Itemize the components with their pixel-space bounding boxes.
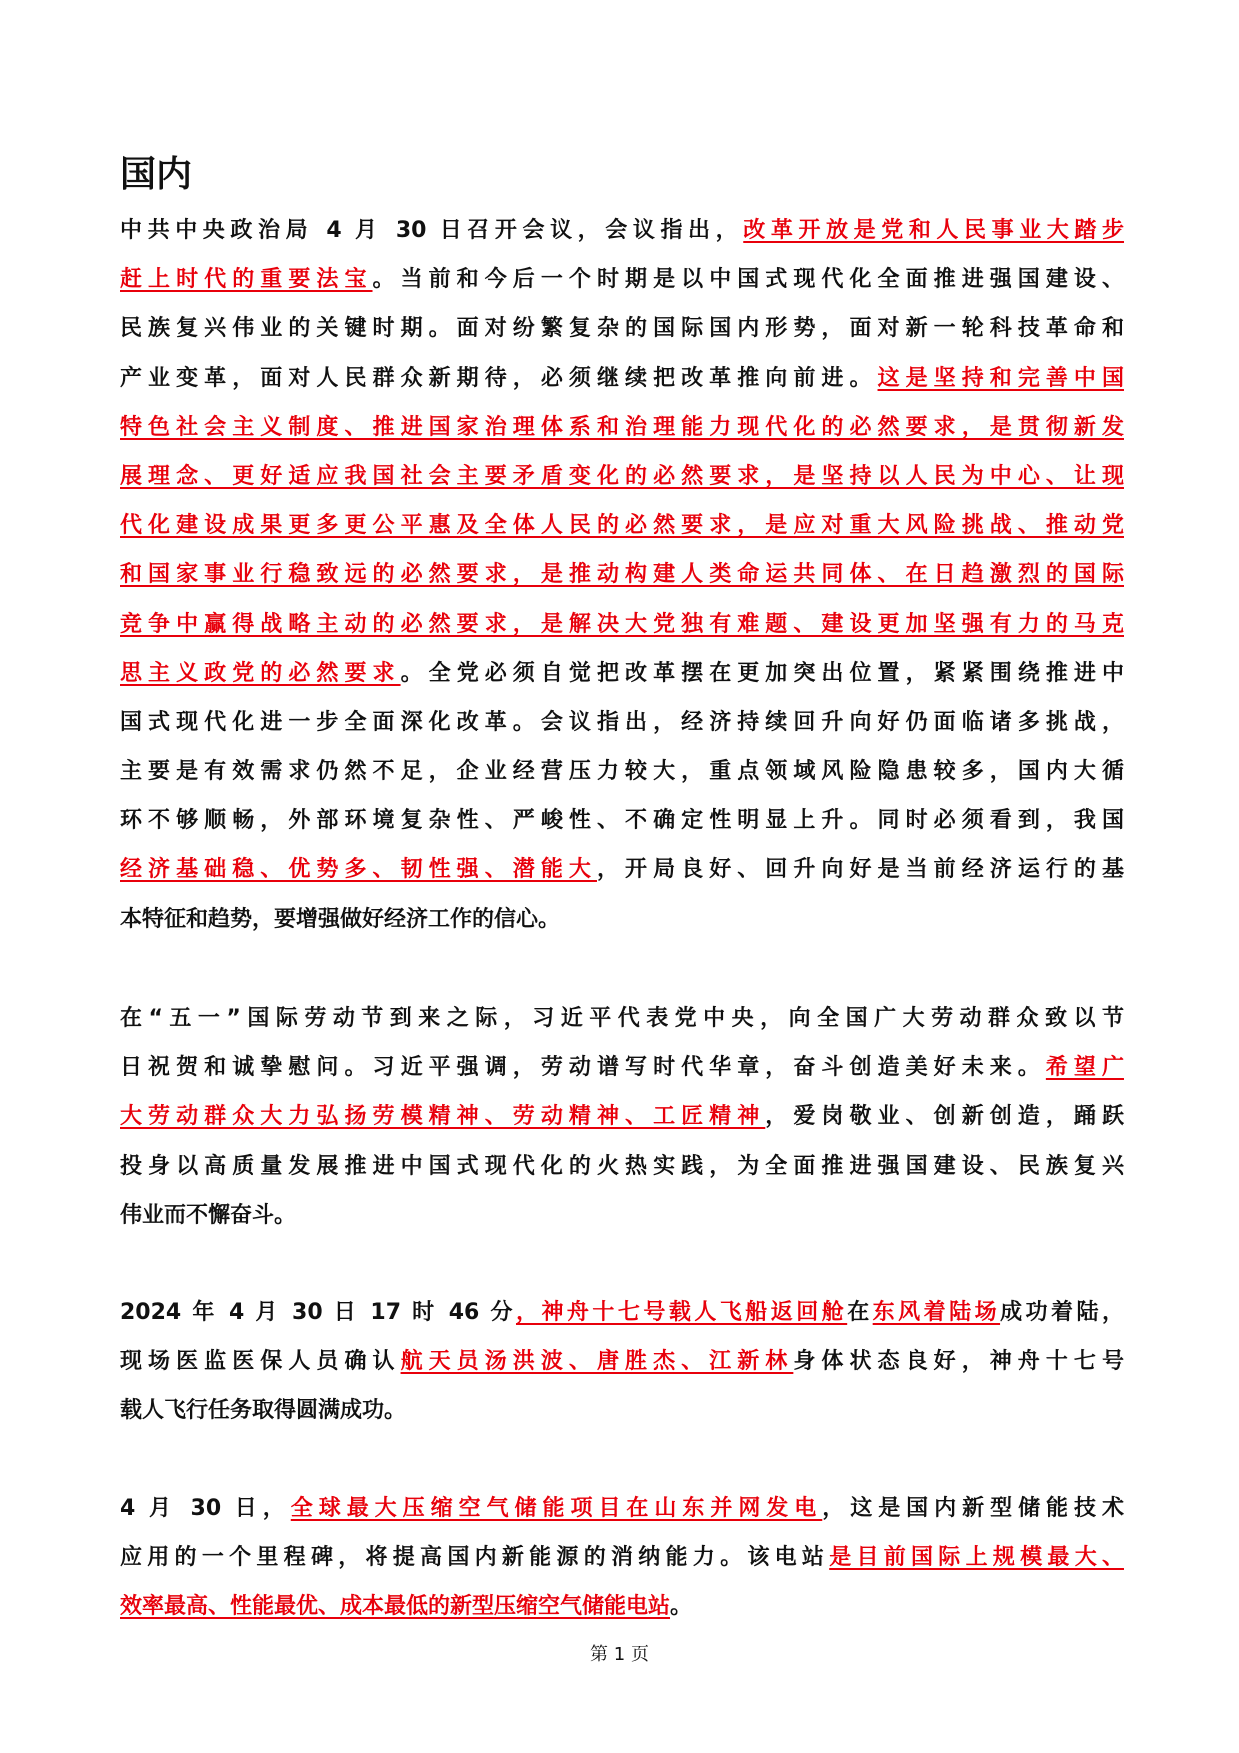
text-line [120,1092,1124,1141]
text-line [120,649,1124,698]
highlighted-text: 是目前国际上规模最大、 [829,1545,1124,1571]
page-number: 第 1 页 [590,1644,649,1665]
text-line [120,452,1124,501]
text-line [120,1142,1124,1191]
text-segment: 2024 年 4 月 30 日 17 时 46 分 [120,1300,516,1325]
text-segment: 。全党必须自觉把改革摆在更加突出位置，紧紧围绕推进中 [400,660,1124,686]
text-line [120,1484,1124,1533]
text-segment: 现场医监医保人员确认 [120,1349,401,1375]
text-line [120,550,1124,599]
text-line [120,796,1124,845]
highlighted-text: 大劳动群众大力弘扬劳模精神、劳动精神、工匠精神 [120,1104,766,1130]
text-line [120,895,1124,944]
text-segment: 载人飞行任务取得圆满成功。 [120,1398,407,1424]
text-segment: 本特征和趋势，要增强做好经济工作的信心。 [120,906,561,932]
text-line [120,747,1124,796]
text-segment: 投身以高质量发展推进中国式现代化的火热实践，为全面推进强国建设、民族复兴 [120,1153,1124,1179]
text-segment: 产业变革，面对人民群众新期待，必须继续把改革推向前进。 [120,365,878,391]
text-segment: ，这是国内新型储能技术 [822,1496,1124,1521]
highlighted-text: 思主义政党的必然要求 [120,660,401,686]
text-line [120,354,1124,403]
text-line [120,994,1124,1043]
text-segment: 在 [847,1300,873,1325]
highlighted-text: 和国家事业行稳致远的必然要求，是推动构建人类命运共同体、在日趋激烈的国际 [120,562,1124,588]
text-line [120,403,1124,452]
highlighted-text: 赶上时代的重要法宝 [120,267,373,293]
text-segment: 环不够顺畅，外部环境复杂性、严峻性、不确定性明显上升。同时必须看到，我国 [120,808,1124,834]
text-line [120,698,1124,747]
text-line [120,255,1124,304]
text-line [120,1533,1124,1582]
paragraph-politburo-meeting [120,206,1124,944]
text-line [120,845,1124,894]
highlighted-text: 东风着陆场 [872,1300,1001,1325]
text-line [120,600,1124,649]
highlighted-text: 这是坚持和完善中国 [877,365,1124,391]
text-segment: 。 [670,1594,693,1620]
text-line [120,304,1124,353]
highlighted-text: 改革开放是党和人民事业大踏步 [743,218,1124,243]
text-segment: ，开局良好、回升向好是当前经济运行的基 [596,857,1124,883]
text-segment: 成功着陆， [1000,1300,1124,1325]
text-line [120,206,1124,255]
text-segment: 民族复兴伟业的关键时期。面对纷繁复杂的国际国内形势，面对新一轮科技革命和 [120,316,1124,342]
highlighted-text: 效率最高、性能最优、成本最低的新型压缩空气储能电站 [120,1594,671,1620]
text-segment: 伟业而不懈奋斗。 [120,1202,297,1228]
text-segment: 在“五一”国际劳动节到来之际，习近平代表党中央，向全国广大劳动群众致以节 [120,1006,1124,1031]
text-line [120,1582,1124,1631]
text-segment: ，爱岗敬业、创新创造，踊跃 [765,1104,1124,1130]
text-line [120,501,1124,550]
highlighted-text: 航天员汤洪波、唐胜杰、江新林 [400,1349,794,1375]
highlighted-text: 竞争中赢得战略主动的必然要求，是解决大党独有难题、建设更加坚强有力的马克 [120,611,1124,637]
text-segment: 日祝贺和诚挚慰问。习近平强调，劳动谱写时代华章，奋斗创造美好未来。 [120,1055,1046,1081]
highlighted-text: 全球最大压缩空气储能项目在山东并网发电 [290,1496,823,1521]
highlighted-text: 希望广 [1045,1055,1124,1081]
text-line [120,1386,1124,1435]
highlighted-text: 特色社会主义制度、推进国家治理体系和治理能力现代化的必然要求，是贯彻新发 [120,414,1124,440]
text-segment: 主要是有效需求仍然不足，企业经营压力较大，重点领域风险隐患较多，国内大循 [120,759,1124,785]
highlighted-text: 经济基础稳、优势多、韧性强、潜能大 [120,857,597,883]
highlighted-text: ，神舟十七号载人飞船返回舱 [515,1300,848,1325]
highlighted-text: 代化建设成果更多更公平惠及全体人民的必然要求，是应对重大风险挑战、推动党 [120,513,1124,539]
text-segment: 身体状态良好，神舟十七号 [793,1349,1124,1375]
paragraph-compressed-air-storage [120,1484,1124,1632]
text-line [120,1191,1124,1240]
text-segment: 4 月 30 日， [120,1496,291,1521]
paragraph-shenzhou-17 [120,1288,1124,1436]
text-segment: 应用的一个里程碑，将提高国内新能源的消纳能力。该电站 [120,1545,830,1571]
text-line [120,1043,1124,1092]
text-segment: 。当前和今后一个时期是以中国式现代化全面推进强国建设、 [372,267,1124,293]
paragraph-labor-day [120,994,1124,1240]
text-segment: 国式现代化进一步全面深化改革。会议指出，经济持续回升向好仍面临诸多挑战， [120,709,1124,735]
section-heading: 国内 [120,154,193,195]
highlighted-text: 展理念、更好适应我国社会主要矛盾变化的必然要求，是坚持以人民为中心、让现 [120,463,1124,489]
text-segment: 中共中央政治局 4 月 30 日召开会议，会议指出， [120,218,744,243]
text-line [120,1288,1124,1337]
text-line [120,1337,1124,1386]
